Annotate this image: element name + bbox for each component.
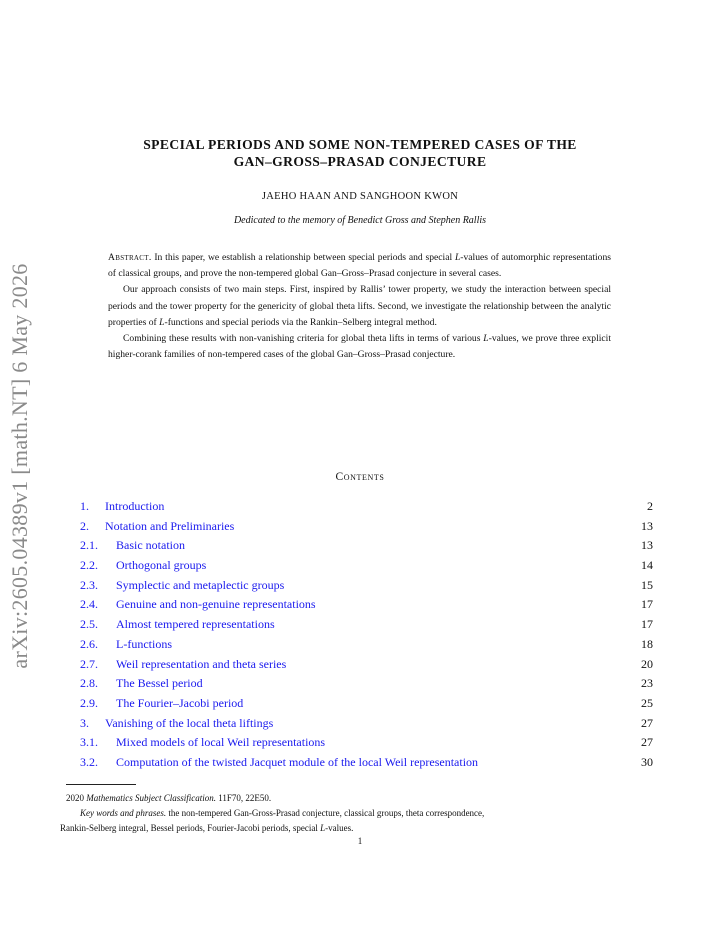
- toc-entry-title-link[interactable]: Weil representation and theta series: [116, 656, 287, 671]
- toc-entry-title-link[interactable]: Symplectic and metaplectic groups: [116, 577, 285, 592]
- toc-entry[interactable]: [80, 656, 653, 676]
- toc-entry[interactable]: [80, 675, 653, 695]
- toc-entry-title-link[interactable]: Basic notation: [116, 538, 185, 553]
- authors: JAEHO HAAN AND SANGHOON KWON: [261, 191, 459, 202]
- toc-entry-page: 18: [641, 636, 653, 651]
- toc-entry-number[interactable]: 2.8.: [80, 676, 98, 691]
- toc-entry[interactable]: [80, 695, 653, 715]
- toc-entry[interactable]: [80, 518, 653, 538]
- toc-entry-title-link[interactable]: Introduction: [105, 499, 165, 513]
- dedication: Dedicated to the memory of Benedict Gross and Stephen Rallis: [233, 215, 487, 226]
- keywords-footnote-continued: Rankin-Selberg integral, Bessel periods, Fourier-Jacobi periods, special L-values.: [60, 823, 354, 833]
- abstract-paragraph-1: Abstract. In this paper, we establish a relationship between special periods and special L-values of automorphic representations of classical groups, and prove the non-tempered global Gan–Gross–Prasad conjecture in several cases.: [108, 252, 611, 280]
- toc-entry-title-link[interactable]: Almost tempered representations: [116, 617, 275, 632]
- toc-entry-number[interactable]: 3.1.: [80, 735, 98, 750]
- toc-entry-page: 23: [641, 676, 653, 691]
- toc-entry-title-link[interactable]: Computation of the twisted Jacquet module of the local Weil representation: [116, 754, 479, 769]
- toc-entry[interactable]: [80, 636, 653, 656]
- footnotes: [60, 791, 656, 836]
- toc-entry[interactable]: [80, 715, 653, 735]
- toc-entry-number[interactable]: 2.1.: [80, 538, 98, 553]
- toc-entry-number[interactable]: 2.6.: [80, 636, 98, 651]
- abstract: [108, 250, 611, 363]
- toc-entry[interactable]: [80, 596, 653, 616]
- toc-entry-number[interactable]: 1.: [80, 499, 89, 513]
- toc-entry-page: 20: [641, 656, 653, 671]
- toc-entry-title-link[interactable]: The Bessel period: [116, 676, 203, 691]
- abstract-paragraph-2: Our approach consists of two main steps. First, inspired by Rallis’ tower property, we study the interaction between special periods and the tower property for the genericity of global theta lifts. Second, we investigate the relationship between the analytic properties of L-functions and special periods via the Rankin–Selberg integral method.: [108, 284, 611, 328]
- toc-entry[interactable]: [80, 734, 653, 754]
- toc-entry-page: 15: [641, 577, 653, 592]
- toc-entry[interactable]: [80, 754, 653, 774]
- toc-entry[interactable]: [80, 498, 653, 518]
- toc-entry-page: 27: [641, 715, 653, 730]
- toc-entry-title-link[interactable]: Genuine and non-genuine representations: [116, 597, 316, 612]
- toc-entry-page: 17: [641, 597, 653, 612]
- footnote-rule: [66, 784, 136, 785]
- toc-entry-number[interactable]: 3.: [80, 715, 89, 730]
- toc-entry-title-link[interactable]: Orthogonal groups: [116, 558, 207, 573]
- title-line-2: GAN–GROSS–PRASAD CONJECTURE: [233, 154, 487, 169]
- toc-entry-number[interactable]: 2.3.: [80, 577, 98, 592]
- toc-entry-page: 13: [641, 538, 653, 553]
- arxiv-identifier: arXiv:2605.04389v1 [math.NT] 6 May 2026: [7, 263, 32, 669]
- toc-entry-page: 13: [641, 518, 653, 533]
- toc-entry-title-link[interactable]: L-functions: [116, 636, 172, 651]
- page-number: 1: [357, 836, 363, 846]
- table-of-contents: [80, 498, 653, 774]
- toc-entry-page: 17: [641, 617, 653, 632]
- toc-entry-title-link[interactable]: The Fourier–Jacobi period: [116, 695, 244, 710]
- toc-entry-number[interactable]: 2.: [80, 518, 89, 533]
- toc-entry-page: 2: [647, 499, 653, 513]
- title-line-1: SPECIAL PERIODS AND SOME NON-TEMPERED CASES OF THE: [143, 137, 577, 152]
- toc-entry-title-link[interactable]: Notation and Preliminaries: [105, 518, 235, 533]
- abstract-label: Abstract.: [108, 252, 152, 263]
- toc-entry[interactable]: [80, 577, 653, 597]
- toc-entry-page: 27: [641, 735, 653, 750]
- toc-entry-number[interactable]: 2.9.: [80, 695, 98, 710]
- toc-entry-number[interactable]: 2.7.: [80, 656, 98, 671]
- paper-title: [60, 136, 660, 170]
- toc-entry-page: 25: [641, 695, 653, 710]
- toc-entry-number[interactable]: 2.4.: [80, 597, 98, 612]
- contents-heading: Contents: [335, 471, 385, 483]
- abstract-paragraph-3: Combining these results with non-vanishing criteria for global theta lifts in terms of various L-values, we prove three explicit higher-corank families of non-tempered cases of the global Gan–Gross–Prasad conjecture.: [108, 333, 612, 361]
- toc-entry[interactable]: [80, 537, 653, 557]
- msc-footnote: 2020 Mathematics Subject Classification. 11F70, 22E50.: [66, 793, 272, 803]
- toc-entry-title-link[interactable]: Vanishing of the local theta liftings: [105, 715, 274, 730]
- toc-entry[interactable]: [80, 616, 653, 636]
- toc-entry-title-link[interactable]: Mixed models of local Weil representations: [116, 735, 326, 750]
- keywords-footnote: Key words and phrases. the non-tempered Gan-Gross-Prasad conjecture, classical groups, theta correspondence,: [80, 808, 485, 818]
- toc-entry[interactable]: [80, 557, 653, 577]
- toc-entry-number[interactable]: 3.2.: [80, 754, 98, 769]
- toc-entry-number[interactable]: 2.5.: [80, 617, 98, 632]
- toc-entry-page: 14: [641, 558, 653, 573]
- toc-entry-number[interactable]: 2.2.: [80, 558, 98, 573]
- toc-entry-page: 30: [641, 754, 653, 769]
